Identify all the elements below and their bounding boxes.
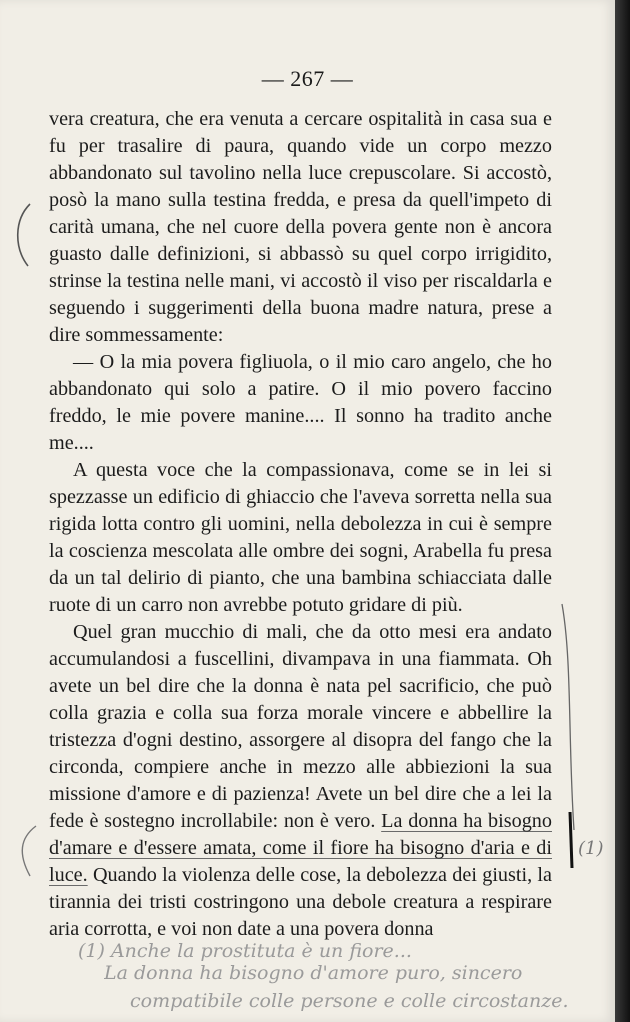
paragraph-2: — O la mia povera figliuola, o il mio caro angelo, che ho abbandonato qui solo a patire. O il mio povero faccino freddo, le mie povere manine.... Il sonno ha tradito anche me.... [49, 351, 552, 454]
page-edge-shadow [615, 0, 630, 1022]
underlined-passage: La donna ha bisogno d'amare e d'essere amata, come il fiore ha bisogno d'aria e di luce. [49, 810, 552, 886]
paragraph-3: A questa voce che la compassionava, come se in lei si spezzasse un edificio di ghiaccio che l'aveva sorretta nella sua rigida lotta contro gli uomini, nella debolezza in cui è sempre la coscienza mescolata alle ombre dei sogni, Arabella fu presa da un tal delirio di pianto, che una bambina schiacciata dalle ruote di un carro non avrebbe potuto gridare di più. [49, 459, 552, 616]
paragraph-4-end: Quando la violenza delle cose, la debolezza dei giusti, la tirannia dei tristi costringono una debole creatura a respirare aria corrotta, e voi non date a una povera donna [49, 864, 552, 940]
margin-note-marker: (1) [578, 838, 604, 859]
pencil-vertical-strokes [562, 808, 592, 878]
pencil-bracket-left-lower [8, 820, 48, 890]
paragraph-4-start: Quel gran mucchio di mali, che da otto mesi era andato accumulandosi a fuscellini, divampava in una fiammata. Oh avete un bel dire che la donna è nata pel sacrificio, che può colla grazia e colla sua forza morale vincere e abbellire la tristezza d'ogni destino, assorgere al disopra del fango che la circonda, compiere anche in mezzo alle abbiezioni la sua missione d'amore e di pazienza! Avete un bel dire che a lei la fede è sostegno incrollabile: non è vero. [49, 621, 552, 832]
paragraph-4 [49, 619, 552, 943]
pencil-margin-line-right [548, 600, 588, 870]
body-text [49, 106, 552, 943]
page-number: — 267 — [261, 66, 354, 91]
paragraph-1: vera creatura, che era venuta a cercare ospitalità in casa sua e fu per trasalire di paura, quando vide un corpo mezzo abbandonato sul tavolino nella luce crepuscolare. Si accostò, posò la mano sulla testina fredda, e presa da quell'impeto di carità umana, che nel cuore della povera gente non è ancora guasto dalle definizioni, si abbassò su quel corpo irrigidito, strinse la testina nelle mani, vi accostò il viso per riscaldarla e seguendo i suggerimenti della buona madre natura, prese a dire sommessamente: [49, 108, 552, 346]
handwritten-note-line-1: (1) Anche la prostituta è un fiore... [78, 940, 412, 962]
handwritten-note-line-2: La donna ha bisogno d'amore puro, sincero [104, 962, 523, 984]
handwritten-note-line-3: compatibile colle persone e colle circostanze. [130, 990, 569, 1012]
pencil-bracket-left [8, 200, 48, 270]
